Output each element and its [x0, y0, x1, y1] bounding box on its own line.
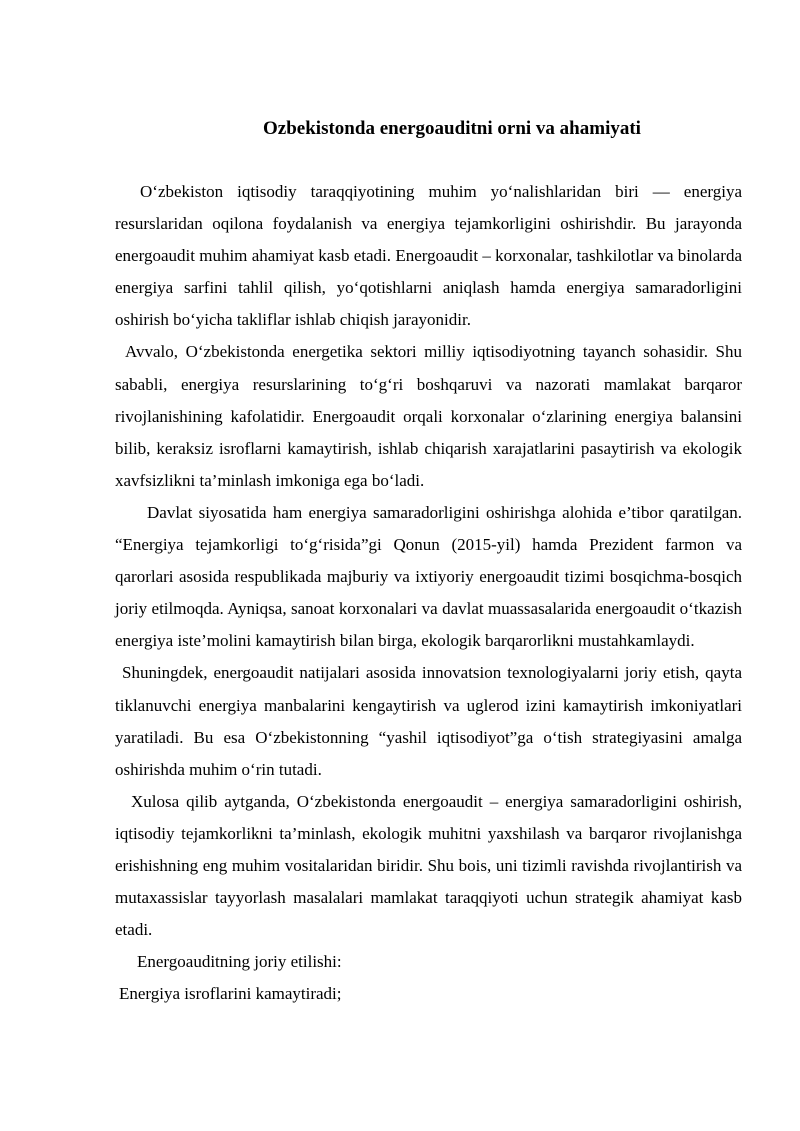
paragraph-conclusion: Xulosa qilib aytganda, O‘zbekistonda energoaudit – energiya samaradorligini oshirish, iqtisodiy tejamkorlikni ta’minlash, ekologik muhitni yaxshilash va barqaror rivojlanishga erishishning eng muhim vositalaridan biridir. Shu bois, uni tizimli ravishda rivojlantirish va mutaxassislar tayyorlash masalalari mamlakat taraqqiyoti uchun strategik ahamiyat kasb etadi.: [115, 791, 742, 940]
document-title: Ozbekistonda energoauditni orni va ahamiyati: [263, 118, 641, 139]
paragraph-introduction: O‘zbekiston iqtisodiy taraqqiyotining muhim yo‘nalishlaridan biri — energiya resurslaridan oqilona foydalanish va energiya tejamkorligini oshirishdir. Bu jarayonda energoaudit muhim ahamiyat kasb etadi. Energoaudit – korxonalar, tashkilotlar va binolarda energiya sarfini tahlil qilish, yo‘qotishlarni aniqlash hamda energiya samaradorligini oshirish bo‘yicha takliflar ishlab chiqish jarayonidir.: [115, 182, 742, 330]
paragraph-innovation: Shuningdek, energoaudit natijalari asosida innovatsion texnologiyalarni joriy etish, qayta tiklanuvchi energiya manbalarini kengaytirish va uglerod izini kamaytirish imkoniyatlari yaratiladi. Bu esa O‘zbekistonning “yashil iqtisodiyot”ga o‘tish strategiyasini amalga oshirishda muhim o‘rin tutadi.: [115, 663, 742, 779]
paragraph-state-policy: Davlat siyosatida ham energiya samaradorligini oshirishga alohida e’tibor qaratilgan. “Energiya tejamkorligi to‘g‘risida”gi Qonun (2015-yil) hamda Prezident farmon va qarorlari asosida respublikada majburiy va ixtiyoriy energoaudit tizimi bosqichma-bosqich joriy etilmoqda. Ayniqsa, sanoat korxonalari va davlat muassasalarida energoaudit o‘tkazish energiya iste’molini kamaytirish bilan birga, ekologik barqarorlikni mustahkamlaydi.: [115, 502, 742, 651]
document-body: [115, 176, 742, 1010]
list-heading: Energoauditning joriy etilishi:: [137, 952, 342, 972]
list-item: Energiya isroflarini kamaytiradi;: [119, 984, 342, 1004]
paragraph-energy-sector: Avvalo, O‘zbekistonda energetika sektori milliy iqtisodiyotning tayanch sohasidir. Shu sababli, energiya resurslarining to‘g‘ri boshqaruvi va nazorati mamlakat barqaror rivojlanishining kafolatidir. Energoaudit orqali korxonalar o‘zlarining energiya balansini bilib, keraksiz isroflarni kamaytirish, ishlab chiqarish xarajatlarini pasaytirish va ekologik xavfsizlikni ta’minlash imkoniga ega bo‘ladi.: [115, 342, 742, 490]
